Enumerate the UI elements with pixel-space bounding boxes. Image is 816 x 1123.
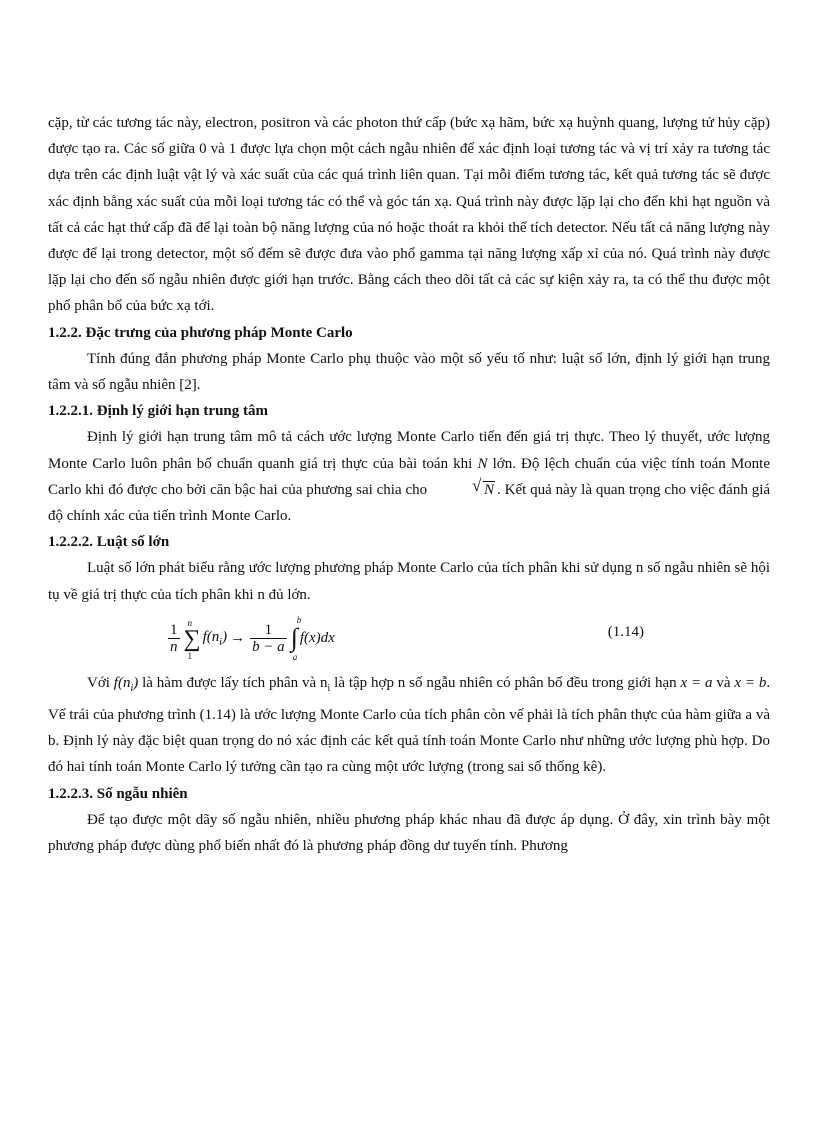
integral-sign: ∫ (290, 623, 298, 653)
p5-mid: là hàm được lấy tích phân và n (142, 674, 328, 691)
p5-rest2: . Vế trái của phương trình (1.14) là ước lượng Monte Carlo của tích phân còn vế phải là tích phân thực của hàm giữa a và b. Định lý này đặc biệt quan trọng do nó xác định các kết quả tính toán Monte Carlo như những ước lượng phù hợp. Do đó hai tính toán Monte Carlo lý tưởng cần tạo ra cùng một ước lượng (trong sai số thống kê). (48, 674, 771, 776)
integral-upper-limit: b (296, 615, 302, 626)
sum-term (203, 629, 227, 648)
sum-operator (183, 617, 201, 661)
sum-term-close: ) (222, 629, 228, 646)
p5-function (113, 674, 139, 694)
paragraph-intro: cặp, từ các tương tác này, electron, positron và các photon thứ cấp (bức xạ hãm, bức xạ huỳnh quang, lượng tử hủy cặp) được tạo ra. Các số giữa 0 và 1 được lựa chọn một cách ngẫu nhiên để xác định loại tương tác và vị trí xảy ra tương tác dựa trên các định luật vật lý và xác suất của các quá trình liên quan. Tại mỗi điểm tương tác, kết quả tương tác sẽ được xác định bằng xác suất của mỗi loại tương tác có thể và góc tán xạ. Quá trình này được lặp lại cho đến khi hạt nguồn và tất cả các hạt thứ cấp đã để lại toàn bộ năng lượng của nó hoặc thoát ra khỏi thể tích detector. Nếu tất cả năng lượng này được để lại trong detector, một số đếm sẽ được đưa vào phổ gamma tại năng lượng xấp xỉ của nó. Quá trình này được lặp lại cho đến số ngẫu nhiên được giới hạn trước. Bằng cách theo dõi tất cả các sự kiện xảy ra, ta có thể thu được một phổ phân bố của bức xạ tới. (48, 115, 770, 315)
clt-text-c: . Kết quả này là quan trọng cho việc đánh giá độ chính xác của tiến trình Monte Carlo. (48, 481, 771, 525)
rhs-numerator: 1 (264, 621, 273, 638)
rhs-fraction (250, 622, 287, 656)
heading-1-2-2: 1.2.2. Đặc trưng của phương pháp Monte Carlo (48, 324, 353, 341)
sum-term-f: f(n (202, 629, 220, 646)
clt-symbol-n: N (477, 455, 488, 472)
heading-1-2-2-1: 1.2.2.1. Định lý giới hạn trung tâm (48, 403, 269, 420)
paragraph-random-numbers: Để tạo được một dãy số ngẫu nhiên, nhiều phương pháp khác nhau đã được áp dụng. Ở đây, xin trình bày một phương pháp được dùng phổ biến nhất đó là phương pháp đồng dư tuyến tính. Phương (48, 811, 770, 855)
p5-ni-sub: i (327, 682, 331, 694)
integral-lower-limit: a (292, 652, 298, 663)
heading-1-2-2-3: 1.2.2.3. Số ngẫu nhiên (48, 785, 188, 802)
paragraph-characteristics: Tính đúng đắn phương pháp Monte Carlo phụ thuộc vào một số yếu tố như: luật số lớn, định lý giới hạn trung tâm và số ngẫu nhiên [2]. (48, 350, 770, 394)
equation-number: (1.14) (607, 623, 644, 640)
p5-x-equals-a: x = a (680, 674, 713, 691)
lhs-fraction (168, 622, 180, 656)
p5-and: và (716, 674, 731, 691)
sqrt-n-symbol: √ N (472, 475, 495, 498)
p5-pre: Với (87, 674, 110, 691)
lhs-numerator: 1 (170, 621, 178, 638)
paragraph-equation-explanation (48, 670, 770, 781)
p5-f: f(n (113, 674, 131, 691)
clt-text-a: Định lý giới hạn trung tâm mô tả cách ước lượng Monte Carlo tiến đến giá trị thực. Theo lý thuyết, ước lượng Monte Carlo luôn phân bố chuẩn quanh giá trị thực của bài toán khi (48, 429, 770, 472)
equation-body (166, 612, 335, 666)
clt-text-b: lớn. Độ lệch chuẩn của việc tính toán Monte Carlo khi đó được cho bởi căn bậc hai của phương sai chia cho (48, 455, 771, 498)
rhs-denominator: b − a (252, 638, 285, 655)
p5-f-close: ) (133, 674, 139, 691)
integral-operator (290, 615, 302, 663)
p5-f-sub: i (130, 682, 134, 694)
lhs-denominator: n (170, 638, 178, 655)
sum-upper-limit: n (187, 617, 192, 628)
sum-lower-limit: 1 (187, 650, 192, 661)
p5-rest1: là tập hợp n số ngẫu nhiên có phân bố đều trong giới hạn (334, 674, 677, 691)
integrand: f(x)dx (299, 630, 335, 647)
arrow-symbol: → (230, 630, 246, 647)
sum-sign: ∑ (183, 625, 201, 652)
document-page (48, 110, 770, 859)
paragraph-central-limit (48, 424, 770, 529)
sum-term-sub: i (219, 637, 223, 649)
p5-x-equals-b: x = b (734, 674, 767, 691)
sqrt-n-radicand: N (484, 481, 495, 498)
paragraph-law-large-numbers: Luật số lớn phát biểu rằng ước lượng phương pháp Monte Carlo của tích phân khi sử dụng n số ngẫu nhiên sẽ hội tụ về giá trị thực của tích phân khi n đủ lớn. (48, 560, 770, 603)
heading-1-2-2-2: 1.2.2.2. Luật số lớn (48, 534, 170, 551)
equation-1-14 (48, 610, 770, 668)
